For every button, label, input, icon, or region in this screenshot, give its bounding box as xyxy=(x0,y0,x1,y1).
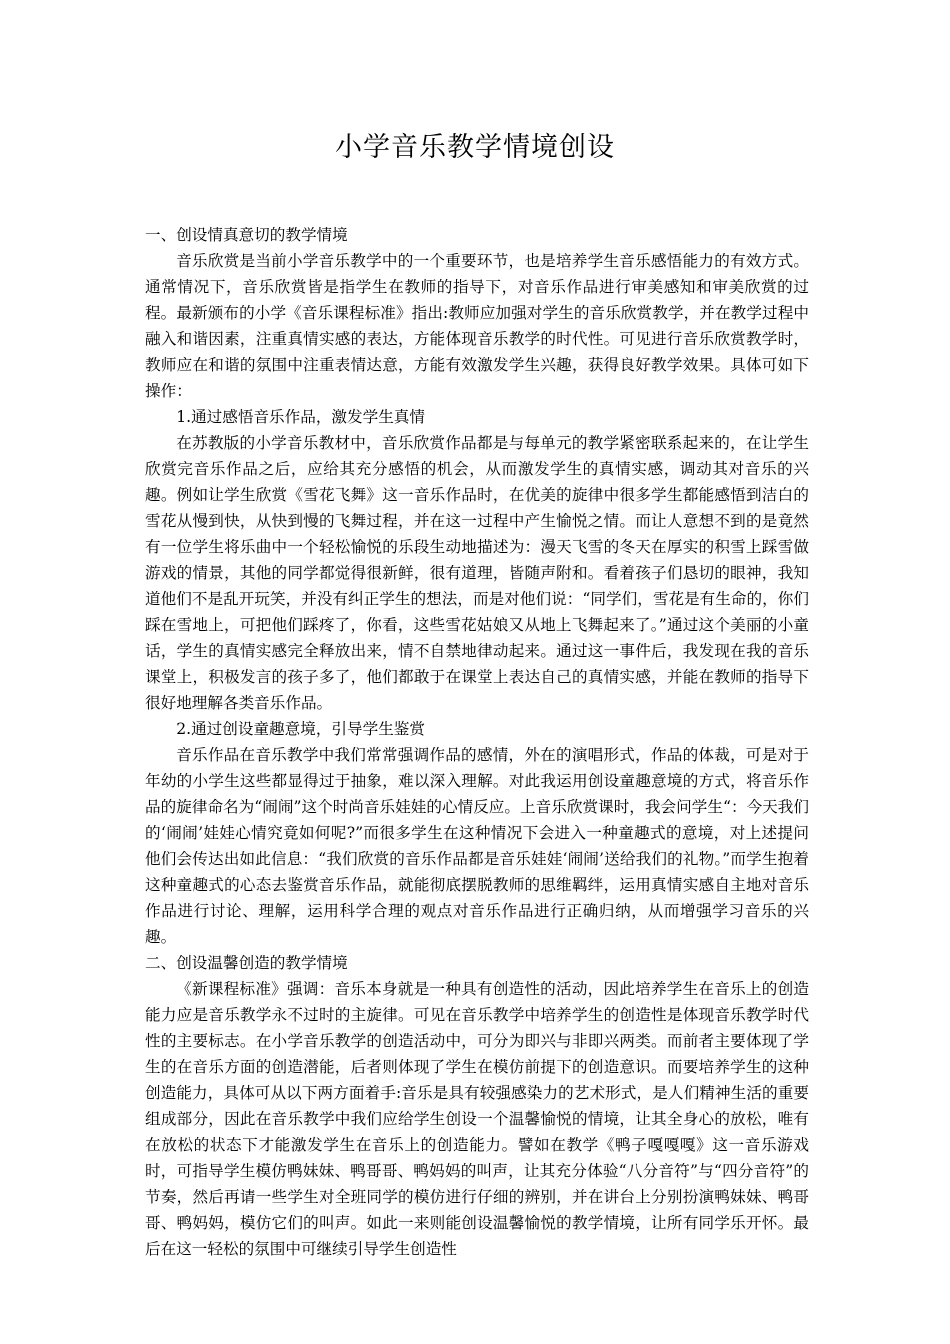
subsection-heading: 1.通过感悟音乐作品，激发学生真情 xyxy=(176,408,425,426)
section-heading: 一、创设情真意切的教学情境 xyxy=(145,226,348,244)
paragraph: 音乐欣赏是当前小学音乐教学中的一个重要环节，也是培养学生音乐感悟能力的有效方式。通常情况下，音乐欣赏皆是指学生在教师的指导下，对音乐作品进行审美感知和审美欣赏的过程。最新颁布的小学《音乐课程标准》指出:教师应加强对学生的音乐欣赏教学，并在教学过程中融入和谐因素，注重真情实感的表达，方能体现音乐教学的时代性。可见进行音乐欣赏教学时，教师应在和谐的氛围中注重表情达意，方能有效激发学生兴趣，获得良好教学效果。具体可如下操作： xyxy=(145,252,809,400)
paragraph: 《新课程标准》强调：音乐本身就是一种具有创造性的活动，因此培养学生在音乐上的创造能力应是音乐教学永不过时的主旋律。可见在音乐教学中培养学生的创造性是体现音乐教学时代性的主要标志。在小学音乐教学的创造活动中，可分为即兴与非即兴两类。而前者主要体现了学生的在音乐方面的创造潜能，后者则体现了学生在模仿前提下的创造意识。而要培养学生的这种创造能力，具体可从以下两方面着手:音乐是具有较强感染力的艺术形式，是人们精神生活的重要组成部分，因此在音乐教学中我们应给学生创设一个温馨愉悦的情境，让其全身心的放松，唯有在放松的状态下才能激发学生在音乐上的创造能力。譬如在教学《鸭子嘎嘎嘎》这一音乐游戏时，可指导学生模仿鸭妹妹、鸭哥哥、鸭妈妈的叫声，让其充分体验“八分音符”与“四分音符”的节奏，然后再请一些学生对全班同学的模仿进行仔细的辨别，并在讲台上分别扮演鸭妹妹、鸭哥哥、鸭妈妈，模仿它们的叫声。如此一来则能创设温馨愉悦的教学情境，让所有同学乐开怀。最后在这一轻松的氛围中可继续引导学生创造性 xyxy=(145,980,809,1258)
paragraph: 音乐作品在音乐教学中我们常常强调作品的感情，外在的演唱形式，作品的体裁，可是对于年幼的小学生这些都显得过于抽象，难以深入理解。对此我运用创设童趣意境的方式，将音乐作品的旋律命名为“闹闹”这个时尚音乐娃娃的心情反应。上音乐欣赏课时，我会问学生“：今天我们的‘闹闹’娃娃心情究竟如何呢?”而很多学生在这种情况下会进入一种童趣式的意境，对上述提问他们会传达出如此信息：“我们欣赏的音乐作品都是音乐娃娃‘闹闹’送给我们的礼物。”而学生抱着这种童趣式的心态去鉴赏音乐作品，就能彻底摆脱教师的思维羁绊，运用真情实感自主地对音乐作品进行讨论、理解，运用科学合理的观点对音乐作品进行正确归纳，从而增强学习音乐的兴趣。 xyxy=(145,746,809,946)
section-heading: 二、创设温馨创造的教学情境 xyxy=(145,954,348,972)
paragraph: 在苏教版的小学音乐教材中，音乐欣赏作品都是与每单元的教学紧密联系起来的，在让学生欣赏完音乐作品之后，应给其充分感悟的机会，从而激发学生的真情实感，调动其对音乐的兴趣。例如让学生欣赏《雪花飞舞》这一音乐作品时，在优美的旋律中很多学生都能感悟到洁白的雪花从慢到快，从快到慢的飞舞过程，并在这一过程中产生愉悦之情。而让人意想不到的是竟然有一位学生将乐曲中一个轻松愉悦的乐段生动地描述为：漫天飞雪的冬天在厚实的积雪上踩雪做游戏的情景，其他的同学都觉得很新鲜，很有道理，皆随声附和。看着孩子们恳切的眼神，我知道他们不是乱开玩笑，并没有纠正学生的想法，而是对他们说：“同学们，雪花是有生命的，你们踩在雪地上，可把他们踩疼了，你看，这些雪花姑娘又从地上飞舞起来了。”通过这个美丽的小童话，学生的真情实感完全释放出来，情不自禁地律动起来。通过这一事件后，我发现在我的音乐课堂上，积极发言的孩子多了，他们都敢于在课堂上表达自己的真情实感，并能在教师的指导下很好地理解各类音乐作品。 xyxy=(145,434,809,712)
document-title: 小学音乐教学情境创设 xyxy=(335,132,615,163)
document-body xyxy=(145,222,809,1262)
subsection-heading: 2.通过创设童趣意境，引导学生鉴赏 xyxy=(176,720,425,738)
